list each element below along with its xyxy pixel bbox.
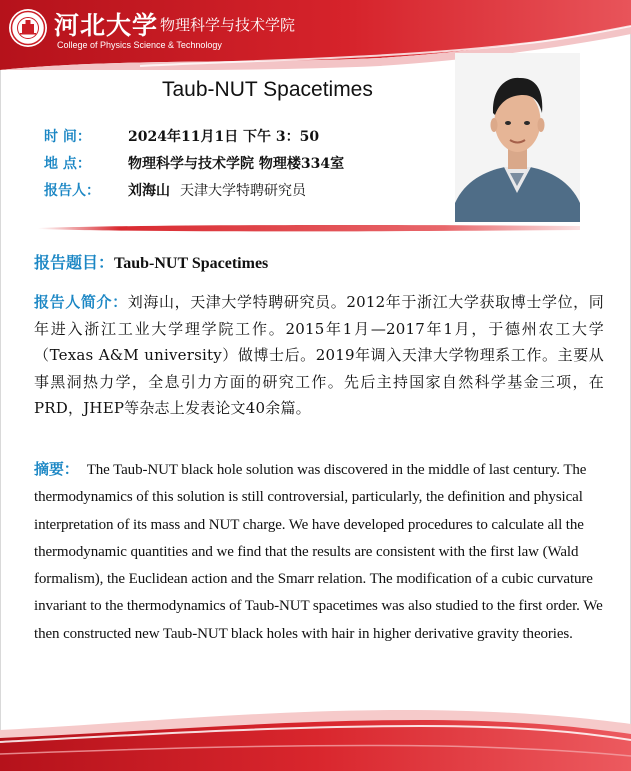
- college-name-en: College of Physics Science & Technology: [57, 40, 222, 50]
- report-topic: [34, 250, 268, 273]
- bio-text: 刘海山，天津大学特聘研究员。2012年于浙江大学获取博士学位，同年进入浙江工业大学理学院工作。2015年1月—2017年1月，于德州农工大学（Texas A&M university）做博士后。2019年调入天津大学物理系工作。主要从事黑洞热力学，全息引力方面的研究工作。先后主持国家自然科学基金三项，在PRD，JHEP等杂志上发表论文40余篇。: [34, 293, 605, 417]
- university-name: 河北大学: [54, 11, 159, 40]
- university-seal-icon: [8, 8, 48, 48]
- bio-label: 报告人简介：: [34, 293, 128, 311]
- speaker-bio: [34, 289, 604, 422]
- speaker-info: [128, 180, 306, 200]
- speaker-name: 刘海山: [128, 183, 170, 199]
- time-value: 2024年11月1日 下午 3：50: [128, 129, 320, 145]
- footer-banner: [0, 690, 631, 771]
- abstract-label: 摘要：: [34, 460, 79, 478]
- abstract: [34, 456, 606, 648]
- speaker-label: 报告人：: [44, 183, 100, 199]
- section-divider: [38, 224, 580, 232]
- college-name-cn: 物理科学与技术学院: [160, 16, 296, 34]
- talk-title: Taub-NUT Spacetimes: [162, 78, 373, 101]
- place-value: 物理科学与技术学院 物理楼334室: [128, 156, 345, 172]
- place-label: 地 点：: [44, 156, 91, 172]
- report-topic-value: Taub-NUT Spacetimes: [114, 255, 269, 272]
- abstract-text: The Taub-NUT black hole solution was discovered in the middle of last century. The thermodynamics of this solution is still controversial, particularly, the definition and physical interpretation of its mass and NUT charge. We have developed procedures to calculate all the thermodynamic quantities and we find that the results are consistent with the first law (Wald formalism), the Euclidean action and the Smarr relation. The modification of a cubic curvature invariant to the thermodynamics of Taub-NUT spacetimes was also studied to the first order. We then constructed new Taub-NUT black holes with hair in higher derivative gravity theories.: [34, 462, 603, 642]
- report-topic-label: 报告题目：: [34, 253, 115, 272]
- time-label: 时 间：: [44, 129, 91, 145]
- speaker-photo: [455, 53, 580, 222]
- speaker-title: 天津大学特聘研究员: [180, 183, 306, 199]
